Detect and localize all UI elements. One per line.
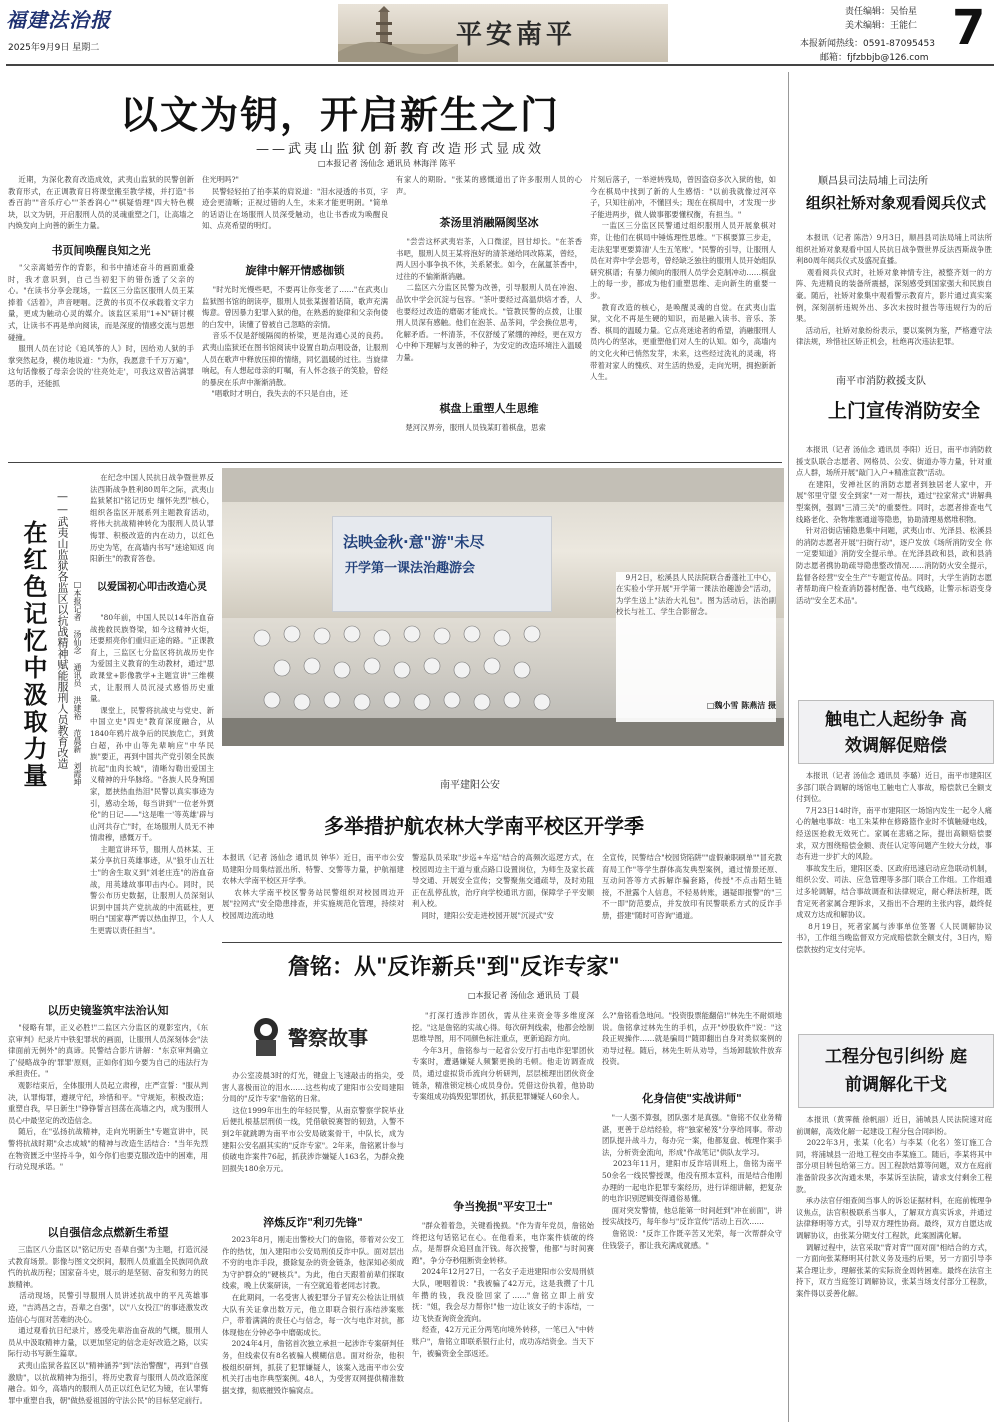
right-article-b-kicker: 南平市消防救援支队 <box>836 376 926 387</box>
red-memory-body-c: 三监区八分监区以"铭记历史 吾辈自强"为主题，打造沉浸式教育场景。影像与图文交织间，服刑人员重温全民族同仇敌忾的抗战历程；国家奋斗史，展示的是坚韧、奋发和努力的民族精神。 活动现场，民警引导服刑人员讲述抗战中的平凡英雄事迹，"吉鸿昌之吉，吾辈之自强"，以"八女投江"的事迹激发改造信心与面对苦难的决心。 通过观看抗日纪录片，感受先辈浴血奋战的气概，服刑人员从中汲取精神力量，以更加坚定的信念走好改造之路，以实际行动书写新生篇章。 武夷山监狱各监区以"精神涵养"到"法治警醒"，再到"自强激励"，以抗战精神为指引，将历史教育与服刑人员改造深度融合。如今，高墙内的服刑人员正以红色记忆为镜，在认罪悔罪中重塑自我，朝"做热爱祖国的守法公民"的目标坚定前行。 <box>8 1245 208 1405</box>
right-article-d-box <box>798 1034 994 1108</box>
lead-subheadline: ——武夷山监狱创新教育改造形式显成效 <box>256 142 545 157</box>
article-paragraph: "尝尝这杯武夷岩茶，入口微涩，回甘却长。"在茶香书吧，服刑人员王某将泡好的清茶递给同改陈某，曾经，两人因小事争执不休，关系紧张。如今，在氤氲茶香中，过往的不愉渐渐消融。 二监区六分监区民警为改善，引导服刑人员在冲泡、品饮中学会沉淀与包容。"茶叶要经过高温烘焙才香，人也要经过改造的磨砺才能成长。"管教民警的点拨，让服刑人员深有感触。他们在泡茶、品茶间，学会换位思考，化解矛盾。一杯清茶，不仅舒缓了紧绷的神经，更在双方心中种下理解与友善的种子，为安定的改造环境注入温暖力量。 <box>396 237 582 362</box>
lead-column-3 <box>396 174 582 458</box>
article-paragraph: 近期，为深化教育改造成效，武夷山监狱的民警创新教育形式，在正调教育日将课堂搬至教学楼，并打造"书香百韵""音乐疗心""茶香润心""棋疑悟理"四大特色模块，以文为钥，开启服刑人员的灵魂重塑之门，让高墙之内焕发向上向善的新生力量。 <box>8 175 194 231</box>
story-headline: 詹铭：从"反诈新兵"到"反诈专家" <box>288 955 620 980</box>
photo-caption: 9月2日，松溪县人民法院联合番蓬社工中心，在实验小学开展"开学第一课法治趣游会"活动，为学生送上"法治大礼包"。图为活动后，法治副校长与社工、学生合影留念。 <box>616 573 776 617</box>
news-hotline: 本报新闻热线：0591-87095453 <box>800 39 935 49</box>
lead-column-4: 片刻后落子，一举逆转残局，曾因盗窃多次入狱的他，如今在棋局中找到了新的人生感悟："以前我就像过河卒子，只知往前冲，不懂回头；现在在棋局中，才发现一步子能进两步，做人做事都要懂权衡，有担当。" 一监区三分监区民警通过组织服刑人员开展象棋对弈，让他们在棋局中锤炼理性思维。"下棋要算三步走，走法犯罪更要算清'人生五笔账'。"民警的引导，让服刑人员在对弈中学会思考，曾经缺乏独往的服刑人员开始组队研究棋谱；有暴力倾向的服刑人员学会克制冲动……棋盘上的每一步，都成为他们重塑思维、走向新生的重要一步。 教育改造的核心，是唤醒灵魂的自觉。在武夷山监狱，文化不再是生硬的知识，而是融入读书、音乐、茶香、棋局的温暖力量。它点亮迷途者的希望，消融服刑人员内心的坚冰，更重塑他们对人生的认知。如今，高墙内的文化火种已悄然发芽，未来，这些经过洗礼的灵魂，将带着对家人的愧疚、对生活的热爱，走向光明，拥抱新新人生。 <box>590 175 776 382</box>
section-subheading: 茶汤里消融隔阂坚冰 <box>439 216 539 229</box>
campus-kicker: 南平建阳公安 <box>440 780 500 791</box>
art-editor: 美术编辑：王能仁 <box>845 21 918 31</box>
right-column-rule <box>788 72 789 1422</box>
red-memory-intro: 在纪念中国人民抗日战争暨世界反法西斯战争胜利80周年之际，武夷山监狱紧扣"铭记历史 缅怀先烈"核心，组织各监区开展系列主题教育活动，将伟大抗战精神转化为服刑人员认罪悔罪、积极改造的内在动力，以红色历史为笔，在高墙内书写"迷途知返 向阳新生"的教育答卷。 <box>90 473 214 564</box>
right-article-c-box <box>798 700 994 764</box>
story-column-b <box>412 1010 594 1422</box>
section-subheading: 争当挽损"平安卫士" <box>453 1200 553 1213</box>
red-memory-body-a: "80年前，中国人民以14年浴血奋战挽救民族脊梁，如今这精神火炬，还要照亮你们重归正途的路。"正课教育上，三监区七分监区将抗战历史作为爱国主义教育的生动教材，通过"思政课堂+影像教学+主题宣讲"三维模式，让服刑人员沉浸式感悟历史重量。 课堂上，民警将抗战史与党史、新中国立史"四史"教育深度融合，从1840年鸦片战争后的民族危亡，到黄白超，孙中山等先辈响应"中华民族"要正，再到中国共产党引领全民族抗起"血肉长城"，清晰勾勒出爱国主义精神的升华脉络。"各族人民身殉国家，愿挟热血热泪"民警以真实事迹为引，感动全场，每当讲到"一位老外贾伦"的日记——"这是唯一'等英雄'辟与山河共存亡"时，在场服刑人员无不神情肃穆，感慨万千。 主题宣讲环节，服刑人员林某、王某分享抗日英雄事迹，从"狼牙山五壮士"的舍生取义到"刘老庄连"的浴血奋战，用英雄故事叩击内心。同时，民警公布历史数据，让服刑人员深刻认识到中国共产党抗战的中流砥柱，更明白"国家尊严需以热血捍卫，个人人生更需以责任担当"。 <box>90 613 214 936</box>
red-memory-subheading-a: 以爱国初心叩击改造心灵 <box>97 582 207 593</box>
red-memory-byline: □本报记者 汤仙念 通讯员 洪建裕 范晨新 刘霞坤 <box>73 580 82 786</box>
right-article-b-headline: 上门宣传消防安全 <box>828 400 981 422</box>
section-banner <box>338 4 668 62</box>
right-article-d-headline: 工程分包引纠纷 庭前调解化干戈 <box>825 1047 967 1095</box>
section-subheading: 书页间唤醒良知之光 <box>51 244 151 257</box>
article-paragraph: 有家人的期盼。"张某的感慨道出了许多服刑人员的心声。 <box>396 175 582 196</box>
red-memory-subheading-b: 以历史镜鉴筑牢法治认知 <box>47 1004 169 1017</box>
right-article-a-headline: 组织社矫对象观看阅兵仪式 <box>806 194 987 212</box>
pagoda-illustration-icon <box>338 4 458 62</box>
red-memory-body-b: "侵略有罪，正义必胜!"二监区六分监区的观影室内，《东京审判》纪录片中铁犯罪状的画面，让服刑人员深刻体会"法律面前无例外"的真谛。民警结合影片讲解："东京审判确立了'侵略战争的'罪罪'原则，正如你们如今要为自己的违法行为承担责任。" 观影结束后，全体服刑人员起立肃穆，庄严宣誓："服从判决，认罪悔罪，遵规守纪，珍惜和平。"守规矩，积极改造；重塑自我，早日新生!"铮铮誓言回荡在高墙之内，成为服刑人员心中最坚定的改造信念。 随后，在"弘扬抗战精神，走向光明新生"专题宣讲中，民警将抗战时期"众志成城"的精神与改造生活结合："当年先烈在物资匮乏中坚持斗争，如今你们也要克服改造中的困难，用行动兑现承诺。" <box>8 1023 208 1172</box>
police-story-logo <box>246 1010 406 1064</box>
backdrop-line-2: 开学第一课法治趣游会 <box>345 561 476 576</box>
police-story-logo-text: 警察故事 <box>288 1026 368 1050</box>
article-paragraph: 楚河汉界旁，服刑人员钱某盯着棋盘，思索 <box>396 423 546 432</box>
article-paragraph: 住光明吗?" 民警轻轻拍了拍李某的肩说道："泪水浸透的书页，字迹会更清晰；正视过错的人生，未来才能更明朗。"简单的话语让在场服刑人员深受触动，也让书香成为唤醒良知、点亮希望的明灯。 <box>202 175 388 231</box>
section-subheading: 旋律中解开情感枷锁 <box>245 264 345 277</box>
issue-date: 2025年9月9日 星期二 <box>8 43 100 53</box>
lead-column-2 <box>202 174 388 458</box>
article-paragraph: "打深打透涉诈团伙，需从往来资金等多维度深挖。"这是詹铭的实战心得。每次研判线索，他都会绘制思维导图，用不同颜色标注重点，更新追踪方向。 今年3月，詹铭参与一起省公安厅打击电诈犯罪团伙专案时，遭遇嫌疑人频繁更换的毛顿。他走访调查成员，通过虚拟货币流向分析研判，层层梳理出团伙资金链条，精准锁定核心成员身份。凭借这份执着，他协助专案组成功捣毁犯罪团伙，抓获犯罪嫌疑人60余人。 <box>412 1011 594 1102</box>
right-article-c-body: 本报讯（记者 汤仙念 通讯员 李璐）近日，南平市建阳区多部门联合调解的场馆电工触电亡人事故，赔偿款已全额支付到位。 7月23日14时许，南平市建阳区一场馆内发生一起令人痛心的触电事故：电工朱某伸在修路篮作业时不慎触碰电线，经送医抢救无效死亡。家属在悲痛之际，提出高额赔偿要求，双方围绕赔偿金额、责任认定等问题产生较大分歧，事态有进一步扩大的风险。 事故发生后，建阳区委、区政府迅速启动应急联动机制，组织公安、司法、应急管理等多部门联合工作组。工作组通过多轮调解，结合事故调查和法律规定，耐心释法析理，既肯定死者家属合理诉求，又指出不合理的主张内容，最终促成双方达成和解协议。 8月19日，死者家属与涉事单位签署《人民调解协议书》，工作组当晚监督双方完成赔偿款全额支付，3日内，赔偿款按约定支付完毕。 <box>796 771 992 954</box>
campus-column-a: 本报讯（记者 汤仙念 通讯员 钟华）近日，南平市公安局建阳分局集结派出所、特警、交警等力量，护航福建农林大学南平校区开学季。 农林大学南平校区警务站民警组织对校园周边开展"拉网式"安全隐患排查，并实施规范化管理，持续对校园周边流动地 <box>222 853 404 920</box>
lead-column-1 <box>8 174 194 458</box>
story-byline: □本报记者 汤仙念 通讯员 丁晨 <box>468 991 580 1000</box>
red-memory-subheading-c: 以自强信念点燃新生希望 <box>47 1226 169 1239</box>
story-column-c <box>602 1010 782 1422</box>
campus-column-c: 全宣传，民警结合"校园贷陷阱""虚假兼职刷单""冒充教育局工作"等学生群体高发典型案例，通过情景还原、互动问答等方式拆解诈骗套路，传授"不点击陌生链接，不泄露个人信息，不轻易转账，遇疑即报警"的"三不一即"防范要点，并发放印有民警联系方式的反诈手册，搭建"随时可咨询"通道。 <box>602 853 782 920</box>
lead-byline: □本报记者 汤仙念 通讯员 林海洋 陈平 <box>318 159 456 168</box>
article-paragraph: 办公室凌晨3时的灯光，键盘上飞速敲击的指尖，受害人喜极而泣的泪水……这些构成了建阳市公安局建阳分局的"反诈专家"詹铭的日常。 这位1999年出生的年轻民警，从南京警察学院毕业后便扎根基层刑侦一线，凭借敏锐赛智的韧劲，入警不到2年就跳聘为南平市公安局破案骨干，中队长，成为建阳公安名副其实的"反诈专家"。2年来，詹铭累计参与侦破电诈案件76起，抓获涉诈嫌疑人163名，为群众挽回损失180余万元。 <box>222 1071 404 1173</box>
campus-column-b: 警巡队员采取"步巡+车巡"结合的高频次巡逻方式，在校园周边主干道与重点路口设置岗位，为师生及家长疏导交通、开展安全宣传；交警聚焦交通疏导，及时劝阻正在乱停乱放，治疗向学校通讯方面，保障学子平安顺利入校。 同时，建阳公安走进校园开展"沉浸式"安 <box>412 853 594 920</box>
section-subheading: 棋盘上重塑人生思维 <box>439 402 539 415</box>
right-article-a-kicker: 顺昌县司法局埔上司法所 <box>818 176 928 187</box>
story-column-a <box>222 1070 404 1422</box>
section-subheading: 淬炼反诈"利刃先锋" <box>263 1216 363 1229</box>
responsible-editor: 责任编辑：吴怡星 <box>845 7 918 17</box>
lead-bottom-rule <box>8 462 782 463</box>
masthead-rule <box>6 64 994 66</box>
right-article-b-body: 本报讯（记者 汤仙念 通讯员 李阳）近日，南平市消防救援支队联合志愿者、网格员、公安、街道办等力量，针对重点人群，场所开展"敲门入户+精准宣教"活动。 在建阳，安禅社区的消防志愿者到独居老人家中，开展"邻里守望 安全到家"一对一帮扶，通过"拉家常式"讲解典型案例，强调"三清三关"的重要性。同时，志愿者排查电气线路老化、杂物堆塞通道等隐患，协助清理易燃堆积物。 针对沿街店铺隐患集中问题，武夷山市、光泽县、松溪县的消防志愿者开展"扫街行动"，逐户发放《场所消防安全 你一定要知道》消防安全提示单。在光泽县政和县，政和县消防志愿者携协助疏导隐患整改情况……消防防火安全提示，监督各经营"安全生产"专题宣传品。同时，大学生消防志愿者帮助商户检查消防器材配备、电气线路，让警示标语变身活动"安全艺术品"。 <box>796 445 992 605</box>
section-subheading: 化身信使"实战讲师" <box>642 1092 742 1105</box>
photo-caption-box <box>616 572 776 722</box>
red-memory-subheadline: ——武夷山监狱各监区以抗战精神赋能服刑人员教育改造 <box>56 490 69 769</box>
lead-headline: 以文为钥，开启新生之门 <box>120 93 561 137</box>
article-paragraph: 2023年8月，刚走出警校大门的詹铭，带着对公安工作的热忱，加入建阳市公安局刑侦反诈中队。面对层出不穷的电诈手段，摄除复杂的资金链条，他深知必须成为守护群众的"硬核兵"。为此，他白天跟着前辈们探取线索，晚上伏案研读，一有空就追着老同志讨教。 在此期间，一名受害人被犯罪分子冒充公检法让刑侦大队有关证拿出数万元，他立即联合银行冻结涉案账户，带着满满的责任心与信念，每一次与电诈对抗，都体现他在分钟必争中磨砺成长。 2024年4月，詹铭首次独立承担一起涉诈专案研判任务，但线索仅有8名被骗人模糊信息。面对纷杂，他积极组织研判，抓获了犯罪嫌疑人，该案入选南平市公安机关打击电诈典型案例。48人，为受害双网提供精准数据支撑，彻底摧毁诈骗窝点。 <box>222 1235 404 1395</box>
campus-headline: 多举措护航农林大学南平校区开学季 <box>324 814 644 838</box>
police-badge-icon <box>246 1014 286 1058</box>
article-paragraph: "时光时光慢些吧，不要再让你变老了……"在武夷山监狱图书馆的朗读亭，服刑人员张某握着话筒，歌声充满悔意。曾因暴力犯罪入狱的他，在熟悉的旋律和父亲佝偻的白发中，读懂了曾被自己忽略的亲情。 音乐不仅是舒缓隔阂的桥梁，更是沟通心灵的良药。武夷山监狱还在图书馆阅读中设置自助点唱设备，让服刑人员在歌声中释放压抑的情绪，同忆温暖的过往。当旋律响起，有人想起母亲的叮嘱，有人怀念孩子的笑脸，曾经的暴戾在乐声中渐渐消散。 "唱歌时才明白，我失去的不只是自由，还 <box>202 285 388 399</box>
page-number: 7 <box>952 0 986 56</box>
news-photo <box>222 468 784 746</box>
article-paragraph: "群众着着急，关键看挽损。"作为青年党员，詹铭始终把这句话铭记在心。在他看来，电诈案件侦破的终点，是帮群众追回血汗钱。每次接警，他都"与时间赛跑"，争分夺秒阻断资金转移。 2024年12月27日，一名女子走进建阳市公安局刑侦大队，哽咽着说："我被骗了42万元，这是我攒了十几年攒的钱，我没脸回家了……"詹铭立即上前安抚："姐，我会尽力帮你!"他一边让该女子的卡冻结，一边飞快查询资金流向。 经查，42万元正分两笔向境外转移，一笔已入"中转账户"，詹铭立即联系银行止付，成功冻结资金。当天下午，被骗资金全部返还。 <box>412 1221 594 1358</box>
backdrop-line-1: 法映金秋·意"游"未尽 <box>343 533 485 551</box>
red-memory-headline: 在红色记忆中汲取力量 <box>19 520 47 790</box>
photo-credit: □魏小雪 陈燕洁 摄 <box>706 701 776 710</box>
masthead <box>0 0 1000 72</box>
campus-bottom-rule <box>222 942 782 943</box>
contact-email: 邮箱：fjfzbbjb@126.com <box>820 53 929 63</box>
newspaper-name: 福建法治报 <box>6 8 111 32</box>
right-article-d-body: 本报讯（黄霁薇 徐帆丽）近日，浦城县人民法院速对庭前调解，高效化解一起建设工程分包合同纠纷。 2022年3月，张某（化名）与李某（化名）签订施工合同，将浦城县一沿地工程交由李某施工。随后，李某将其中部分项目转包给第三方。因工程款结算等问题，双方在庭前准备阶段多次沟通未果，李某诉至法院，请求支付剩余工程款。 承办法官仔细查阅当事人的诉讼证据材料，在庭前梳理争议焦点，法官积极联系当事人，了解双方真实诉求，并通过法律释明等方式，引导双方理性协商。最终，双方自愿达成调解协议，由张某分期支付工程款，此案圆满化解。 调解过程中，法官采取"背对背""面对面"相结合的方式，一方面向张某释明其付款义务及违约后果，另一方面引导李某合理让步，理解张某的实际资金周转困难。最终在法官主持下，双方当庭签订调解协议，张某当场支付部分工程款，案件得以妥善化解。 <box>796 1115 992 1298</box>
article-paragraph: "一人强不算强，团队强才是真强。"詹铭不仅业务精湛，更善于总结经验，将"独家秘笈"分享给同事。带动团队提升战斗力，每办完一案，他都复盘、梳理作案手法，分析资金流向，形成"作战笔记"供队友学习。 2023年11月，建阳市反诈培训班上，詹铭为南平50余名一线民警授课，他没有照本宣科，而是结合他刚办理的一起电诈犯罪专案经历，进行详细讲解，把复杂的电诈识别逻辑变得通俗易懂。 面对突发警情，他总能第一时间赶到"冲在前面"，讲授实战技巧，每年参与"反诈宣传"活动上百次…… 詹铭说："反诈工作既辛苦又光荣，每一次帮群众守住钱袋子，都让我充满成就感。" <box>602 1113 782 1250</box>
right-article-c-headline: 触电亡人起纷争 高效调解促赔偿 <box>825 710 967 756</box>
article-paragraph: "父亲离婚劳作的背影，和书中描述奋斗的画面重叠时，我才意识到，自己当初犯下的错伤透了父亲的心。"在读书分享会现场，一监区三分监区服刑人员王某捧着《活着》，声音哽咽。泛黄的书页不仅承载着文字力量，更成为触动心灵的媒介。该监区采用"1+N"研讨模式，让读书不再是单向阅读，而是深度的情感交流与思想碰撞。 服刑人员在讨论《追风筝的人》时，因给劝人狱的手掌突然起身，模仿地说道："为你，我愿意千千万万遍"，这句话像极了母亲会说的'往亮处走'，可我这双曾沾满罪恶的手，还能抓 <box>8 263 194 388</box>
section-title: 平安南平 <box>456 20 577 50</box>
right-article-a-body: 本报讯（记者 陈浩）9月3日，顺昌县司法局埔上司法所组织社矫对象观看中国人民抗日战争暨世界反法西斯战争胜利80周年阅兵仪式及盛况直播。 观看阅兵仪式时，社矫对象神情专注，被整齐划一的方阵、先进精良的装备所震撼，深刻感受到国家强大和民族自豪。随后，社矫对象集中观看警示教育片，影片通过真实案例，深刻剖析违规外出、多次未按时报告等违规行为的后果。 活动后，社矫对象纷纷表示，要以案例为鉴，严格遵守法律法规，珍惜社区矫正机会，杜绝再次违法犯罪。 <box>796 233 992 347</box>
article-paragraph: 么?"詹铭看急地问。"投资股票能翻倍!"林先生不耐烦地说。詹铭拿过林先生的手机，点开"炒股软件"说："这段正规操作……就是骗局!"随即翻出自身对类似案例的劝导过程。随后，林先生听从劝导，当场卸载软件放弃投资。 <box>602 1011 782 1067</box>
